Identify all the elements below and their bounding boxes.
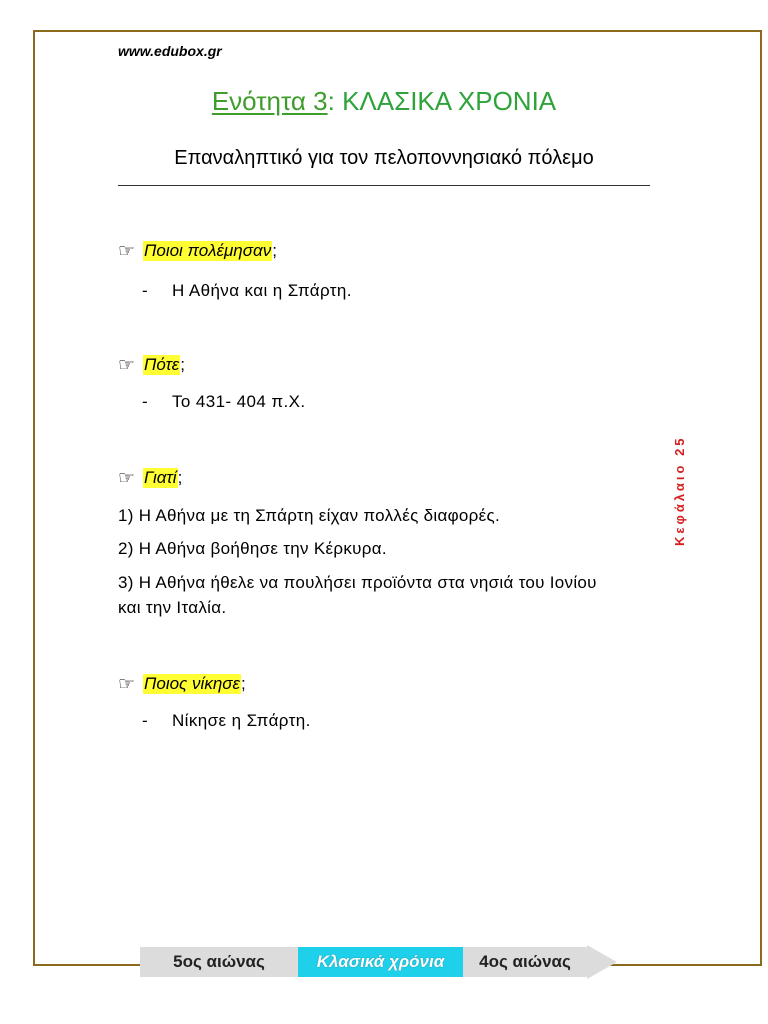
dash: - xyxy=(142,711,149,730)
arrowhead-icon xyxy=(587,945,617,979)
answer-when xyxy=(118,392,305,412)
timeline-previous: 5ος αιώνας xyxy=(140,947,298,977)
question-punct: ; xyxy=(240,674,246,693)
reason-1: 1) Η Αθήνα με τη Σπάρτη είχαν πολλές διαφορές. xyxy=(118,506,501,525)
site-url: www.edubox.gr xyxy=(118,43,222,59)
pointing-hand-icon: ☞ xyxy=(118,467,136,489)
chapter-label-text: Κεφάλαιο 25 xyxy=(672,435,687,546)
answer-text: Το 431- 404 π.Χ. xyxy=(172,392,306,411)
question-label: Πότε xyxy=(144,355,180,374)
page-subtitle: Επαναληπτικό για τον πελοποννησιακό πόλεμο xyxy=(174,147,594,169)
page-border xyxy=(33,30,762,966)
question-label: Ποιος νίκησε xyxy=(144,674,240,693)
reason-2: 2) Η Αθήνα βοήθησε την Κέρκυρα. xyxy=(118,539,387,558)
title-topic: : ΚΛΑΣΙΚΑ ΧΡΟΝΙΑ xyxy=(327,86,557,116)
question-label: Γιατί xyxy=(144,468,177,487)
question-who-fought xyxy=(118,240,277,262)
title-unit: Ενότητα 3 xyxy=(211,86,328,116)
pointing-hand-icon: ☞ xyxy=(118,354,136,376)
question-punct: ; xyxy=(177,468,183,487)
pointing-hand-icon: ☞ xyxy=(118,673,136,695)
timeline-current: Κλασικά χρόνια xyxy=(298,947,463,977)
chapter-label xyxy=(670,418,690,548)
question-why xyxy=(118,467,182,489)
answer-who-fought xyxy=(118,281,352,301)
page-title xyxy=(0,86,768,117)
timeline-arrow xyxy=(140,945,617,979)
answer-who-won xyxy=(118,711,311,731)
question-label: Ποιοι πολέμησαν xyxy=(144,241,272,260)
reason-3: 3) Η Αθήνα ήθελε να πουλήσει προϊόντα στα νησιά του Ιονίου και την Ιταλία. xyxy=(118,573,597,617)
answer-text: Η Αθήνα και η Σπάρτη. xyxy=(172,281,352,300)
question-when xyxy=(118,354,185,376)
question-punct: ; xyxy=(272,241,277,260)
answer-text: Νίκησε η Σπάρτη. xyxy=(172,711,311,730)
pointing-hand-icon: ☞ xyxy=(118,240,136,262)
question-who-won xyxy=(118,673,246,695)
dash: - xyxy=(142,392,149,411)
dash: - xyxy=(142,281,149,300)
question-punct: ; xyxy=(180,355,186,374)
divider xyxy=(118,185,650,186)
timeline-next: 4ος αιώνας xyxy=(463,947,587,977)
